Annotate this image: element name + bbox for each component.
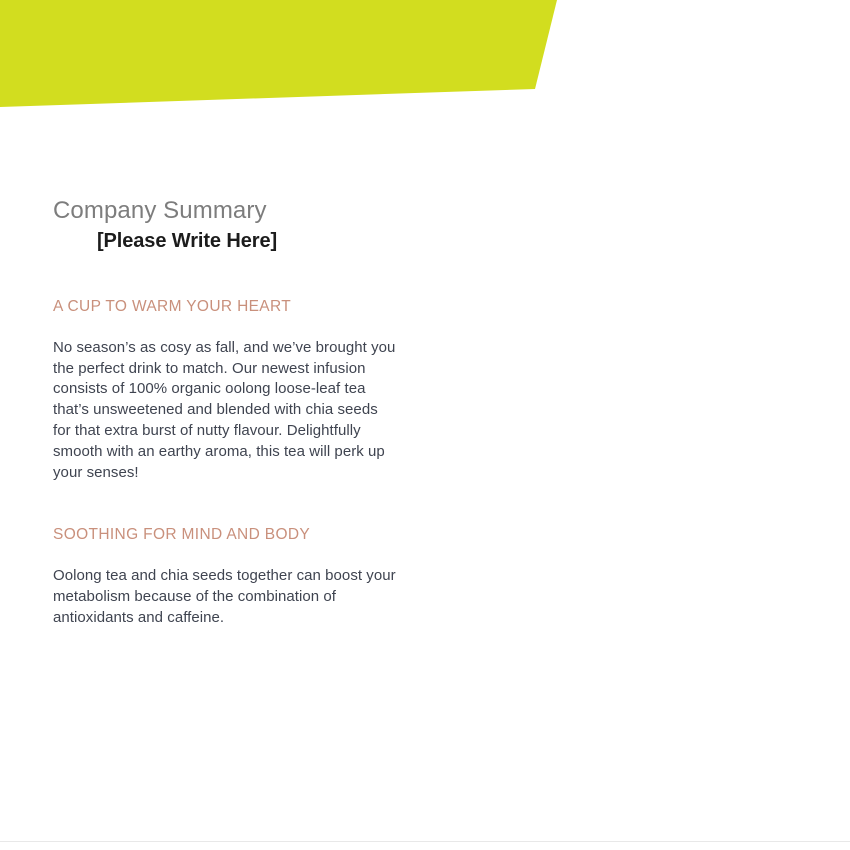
title-placeholder-field[interactable]: [Please Write Here] xyxy=(97,230,278,253)
section-a-cup-to-warm-your-heart xyxy=(53,298,398,483)
section-paragraph: Oolong tea and chia seeds together can boost your metabolism because of the combination of antioxidants and caffeine. xyxy=(53,567,396,626)
section-heading: SOOTHING FOR MIND AND BODY xyxy=(53,526,311,544)
angled-chartreuse-banner-icon xyxy=(0,0,600,120)
section-soothing-for-mind-and-body xyxy=(53,526,398,628)
page-title: Company Summary xyxy=(53,197,267,224)
banner-decoration xyxy=(0,0,600,120)
section-heading: A CUP TO WARM YOUR HEART xyxy=(53,298,292,316)
footer-divider xyxy=(0,841,850,842)
document-content xyxy=(53,196,398,628)
section-paragraph: No season’s as cosy as fall, and we’ve brought you the perfect drink to match. Our newest infusion consists of 100% organic oolong loose-leaf tea that’s unsweetened and blended with chia seeds for that extra burst of nutty flavour. Delightfully smooth with an earthy aroma, this tea will perk up your senses! xyxy=(53,338,396,481)
